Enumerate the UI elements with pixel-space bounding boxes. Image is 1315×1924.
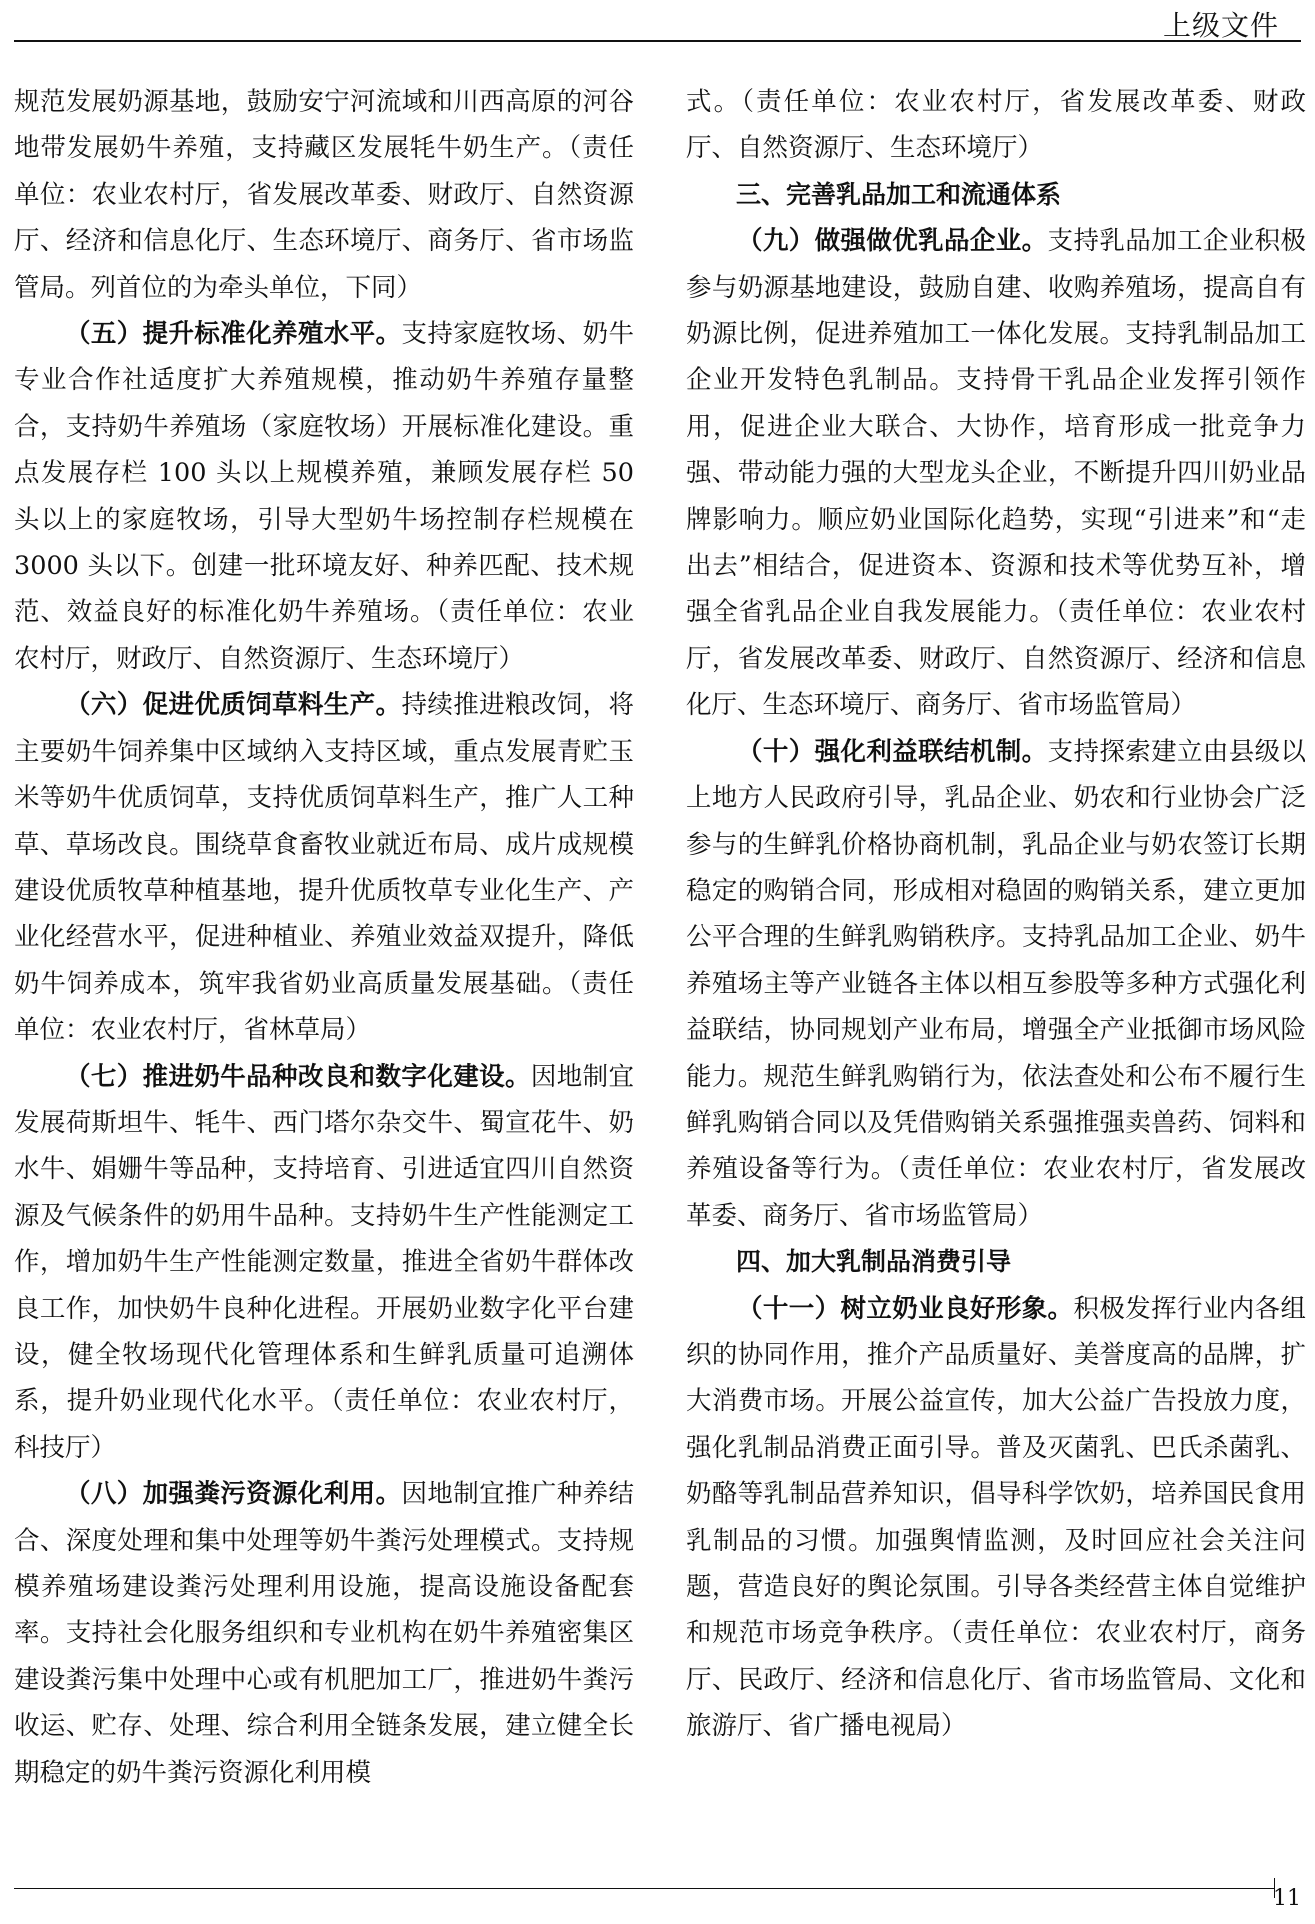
- item-body-7: 因地制宜发展荷斯坦牛、牦牛、西门塔尔杂交牛、蜀宣花牛、奶水牛、娟姗牛等品种，支持培育、引进适宜四川自然资源及气候条件的奶用牛品种。支持奶牛生产性能测定工作，增加奶牛生产性能测定数量，推进全省奶牛群体改良工作，加快奶牛良种化进程。开展奶业数字化平台建设，健全牧场现代化管理体系和生鲜乳质量可追溯体系，提升奶业现代化水平。（责任单位：农业农村厅，科技厅）: [14, 1061, 634, 1463]
- paragraph-item-7: [14, 1054, 634, 1472]
- page-number: 11: [1273, 1886, 1301, 1911]
- section-heading-4: 四、加大乳制品消费引导: [736, 1247, 1012, 1277]
- item-title-8: （八）加强粪污资源化利用。: [65, 1479, 402, 1510]
- item-title-10: （十）强化利益联结机制。: [737, 736, 1048, 767]
- left-column: [14, 79, 634, 1796]
- paragraph-item-9: [686, 218, 1306, 728]
- section-title: 上级文件: [1162, 9, 1279, 42]
- paragraph-item-10: [686, 729, 1306, 1239]
- item-title-7: （七）推进奶牛品种改良和数字化建设。: [65, 1061, 531, 1092]
- section-heading-3: 三、完善乳品加工和流通体系: [736, 179, 1062, 209]
- item-title-11: （十一）树立奶业良好形象。: [737, 1293, 1074, 1324]
- paragraph-item-11: [686, 1286, 1306, 1750]
- item-body-5: 支持家庭牧场、奶牛专业合作社适度扩大养殖规模，推动奶牛养殖存量整合，支持奶牛养殖场（家庭牧场）开展标准化建设。重点发展存栏 100 头以上规模养殖，兼顾发展存栏 50 头以上的家庭牧场，引导大型奶牛场控制存栏规模在 3000 头以下。创建一批环境友好、种养匹配、技术规范、效益良好的标准化奶牛养殖场。（责任单位：农业农村厅，财政厅、自然资源厅、生态环境厅）: [14, 319, 634, 674]
- paragraph-item-5: [14, 311, 634, 682]
- paragraph-item-6: [14, 682, 634, 1053]
- item-title-6: （六）促进优质饲草料生产。: [65, 690, 402, 721]
- item-body-9: 支持乳品加工企业积极参与奶源基地建设，鼓励自建、收购养殖场，提高自有奶源比例，促进养殖加工一体化发展。支持乳制品加工企业开发特色乳制品。支持骨干乳品企业发挥引领作用，促进企业大联合、大协作，培育形成一批竞争力强、带动能力强的大型龙头企业，不断提升四川奶业品牌影响力。顺应奶业国际化趋势，实现“引进来”和“走出去”相结合，促进资本、资源和技术等优势互补，增强全省乳品企业自我发展能力。（责任单位：农业农村厅，省发展改革委、财政厅、自然资源厅、经济和信息化厅、生态环境厅、商务厅、省市场监管局）: [686, 226, 1306, 721]
- item-title-9: （九）做强做优乳品企业。: [737, 226, 1048, 257]
- header-rule: [14, 40, 1301, 42]
- footer-rule: [14, 1888, 1275, 1889]
- item-body-6: 持续推进粮改饲，将主要奶牛饲养集中区域纳入支持区域，重点发展青贮玉米等奶牛优质饲草，支持优质饲草料生产，推广人工种草、草场改良。围绕草食畜牧业就近布局、成片成规模建设优质牧草种植基地，提升优质牧草专业化生产、产业化经营水平，促进种植业、养殖业效益双提升，降低奶牛饲养成本，筑牢我省奶业高质量发展基础。（责任单位：农业农村厅，省林草局）: [14, 690, 634, 1046]
- item-body-8: 因地制宜推广种养结合、深度处理和集中处理等奶牛粪污处理模式。支持规模养殖场建设粪污处理利用设施，提高设施设备配套率。支持社会化服务组织和专业机构在奶牛养殖密集区建设粪污集中处理中心或有机肥加工厂，推进奶牛粪污收运、贮存、处理、综合利用全链条发展，建立健全长期稳定的奶牛粪污资源化利用模: [14, 1479, 634, 1788]
- item-body-11: 积极发挥行业内各组织的协同作用，推介产品质量好、美誉度高的品牌，扩大消费市场。开展公益宣传，加大公益广告投放力度，强化乳制品消费正面引导。普及灭菌乳、巴氏杀菌乳、奶酪等乳制品营养知识，倡导科学饮奶，培养国民食用乳制品的习惯。加强舆情监测，及时回应社会关注问题，营造良好的舆论氛围。引导各类经营主体自觉维护和规范市场竞争秩序。（责任单位：农业农村厅，商务厅、民政厅、经济和信息化厅、省市场监管局、文化和旅游厅、省广播电视局）: [686, 1293, 1306, 1742]
- paragraph-continuation-right: 式。（责任单位：农业农村厅，省发展改革委、财政厅、自然资源厅、生态环境厅）: [686, 87, 1306, 164]
- page-header: [0, 0, 1315, 44]
- item-body-10: 支持探索建立由县级以上地方人民政府引导，乳品企业、奶农和行业协会广泛参与的生鲜乳价格协商机制，乳品企业与奶农签订长期稳定的购销合同，形成相对稳固的购销关系，建立更加公平合理的生鲜乳购销秩序。支持乳品加工企业、奶牛养殖场主等产业链各主体以相互参股等多种方式强化利益联结，协同规划产业布局，增强全产业抵御市场风险能力。规范生鲜乳购销行为，依法查处和公布不履行生鲜乳购销合同以及凭借购销关系强推强卖兽药、饲料和养殖设备等行为。（责任单位：农业农村厅，省发展改革委、商务厅、省市场监管局）: [686, 736, 1306, 1231]
- item-title-5: （五）提升标准化养殖水平。: [65, 319, 402, 350]
- paragraph-continuation: 规范发展奶源基地，鼓励安宁河流域和川西高原的河谷地带发展奶牛养殖，支持藏区发展牦牛奶生产。（责任单位：农业农村厅，省发展改革委、财政厅、自然资源厅、经济和信息化厅、生态环境厅、商务厅、省市场监管局。列首位的为牵头单位，下同）: [14, 87, 634, 303]
- right-column: [686, 79, 1306, 1750]
- paragraph-item-8: [14, 1471, 634, 1796]
